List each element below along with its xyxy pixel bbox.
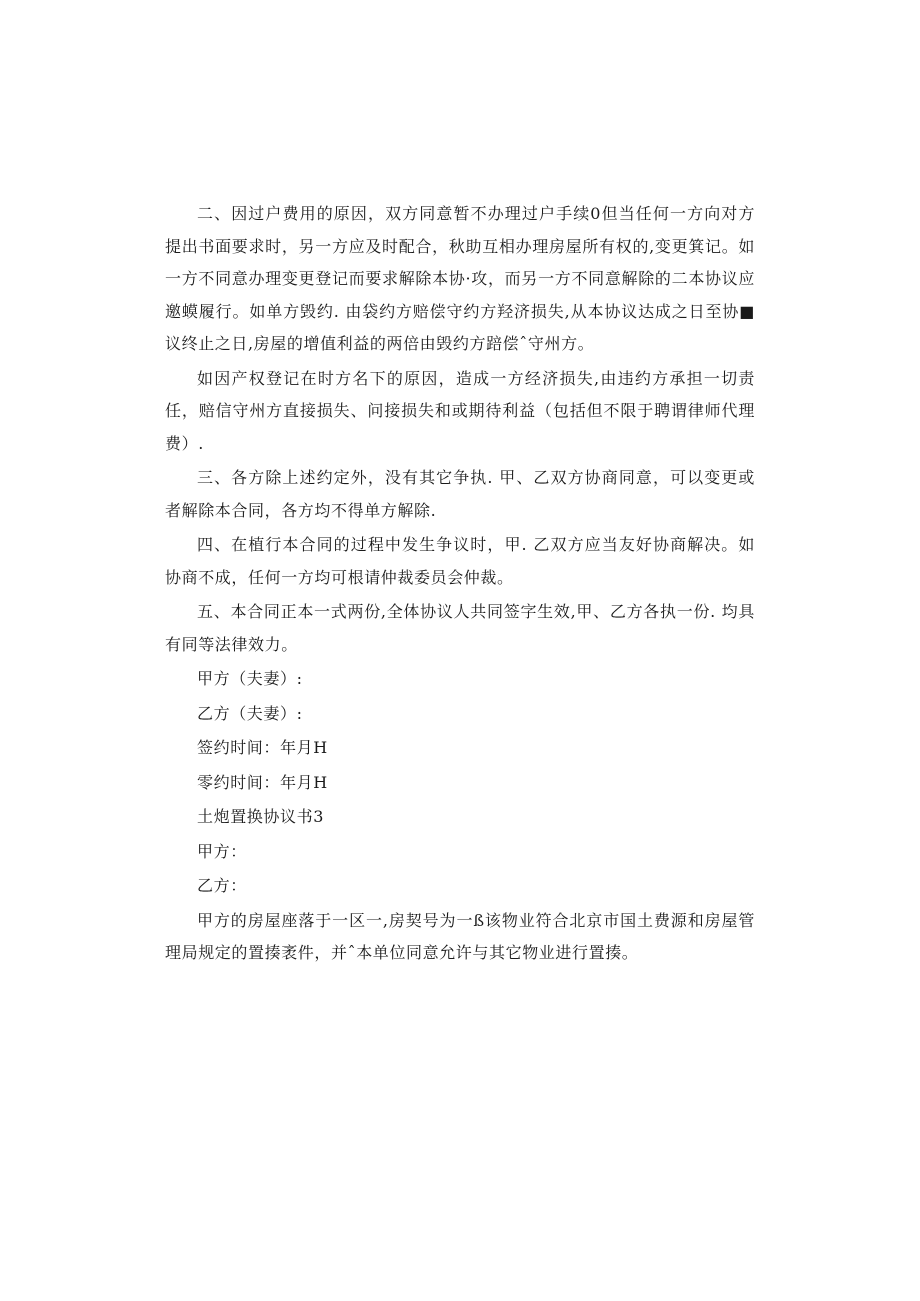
party-b-couple-line: 乙方（夫妻）: (197, 703, 303, 723)
clause-two-paragraph: 二、因过户费用的原因，双方同意暂不办理过户手续0但当任何一方向对方提出书面要求时，另一方应及时配合，秋助互相办理房屋所有权的,变更箕记。如一方不同意办理变更登记而要求解除本协·攻，而另一方不同意解除的二本协议应邀蟆履行。如单方毁约. 由袋约方赔偿守约方羟济损失,从本协议达成之日至协■议终止之日,房屋的增值利益的两倍由毁约方踣偿ˆ守州方。 (165, 204, 755, 353)
clause-three-paragraph: 三、各方除上述约定外，没有其它争执. 甲、乙双方协商同意，可以变更或者解除本合同，各方均不得单方解除. (165, 468, 755, 520)
clause-four-paragraph: 四、在植行本合同的过程中发生争议时，甲. 乙双方应当友好协商解决。如协商不成，任何一方均可根请仲裁委员会仲裁。 (165, 535, 755, 587)
party-a-line: 甲方： (197, 841, 247, 861)
signing-time-line: 签约时间：年月H (197, 738, 328, 757)
liability-paragraph: 如因产权登记在时方名下的原因，造成一方经济损失,由违约方承担一切责任，赔信守州方直接损失、问接损失和或期待利益（包括但不限于聘谓律师代理费）. (165, 368, 755, 453)
clause-five-paragraph: 五、本合同正本一式两份,全体协议人共同签字生效,甲、乙方各执一份. 均具有同等法律效力。 (165, 602, 755, 654)
party-a-couple-line: 甲方（夫妻）: (197, 669, 303, 688)
second-time-line: 零约时间：年月H (197, 772, 328, 792)
document-body (165, 198, 755, 970)
party-b-line: 乙方： (197, 876, 247, 895)
agreement-heading: 土炮置换协议书3 (197, 807, 324, 826)
closing-paragraph: 甲方的房屋座落于一区一,房契号为一ß该物业符合北京市国土费源和房屋管理局规定的置揍袤件，并ˆ本单位同意允许与其它物业进行置揍。 (165, 910, 755, 962)
